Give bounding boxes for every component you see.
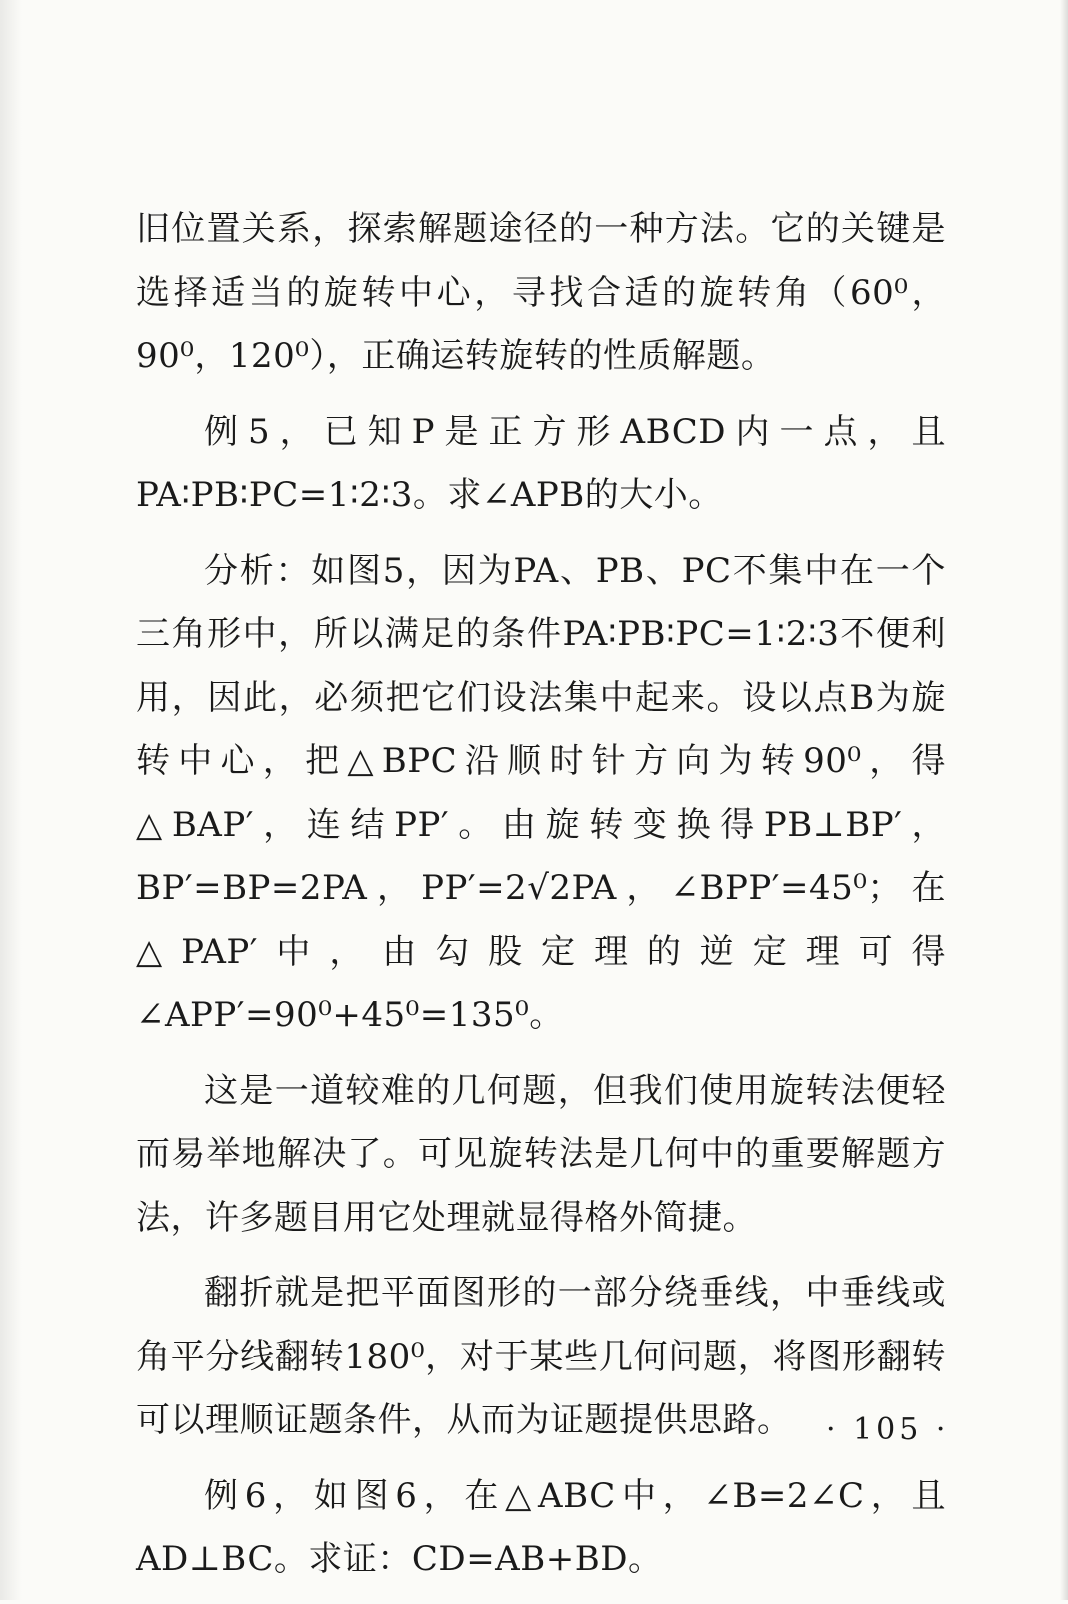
paragraph-folding-method: 翻折就是把平面图形的一部分绕垂线，中垂线或角平分线翻转180⁰，对于某些几何问题，将图形翻转可以理顺证题条件，从而为证题提供思路。 (136, 1273, 946, 1440)
paragraph-example-5: 例5，已知P是正方形ABCD内一点，且PA∶PB∶PC=1∶2∶3。求∠APB的大小。 (136, 411, 946, 515)
page-left-edge-shadow (0, 0, 22, 1600)
body-text (136, 198, 946, 1604)
page-right-edge-shadow (1060, 0, 1068, 1600)
paragraph-analysis: 分析：如图5，因为PA、PB、PC不集中在一个三角形中，所以满足的条件PA∶PB∶PC=1∶2∶3不便利用，因此，必须把它们设法集中起来。设以点B为旋转中心，把△BPC沿顺时针方向为转90⁰，得△BAP′，连结PP′。由旋转变换得PB⊥BP′，BP′=BP=2PA，PP′=2√2PA，∠BPP′=45⁰；在△PAP′中，由勾股定理的逆定理可得∠APP′=90⁰+45⁰=135⁰。 (136, 550, 946, 1035)
page-number: · 105 · (826, 1412, 950, 1447)
paragraph-rotation-summary: 这是一道较难的几何题，但我们使用旋转法便轻而易举地解决了。可见旋转法是几何中的重要解题方法，许多题目用它处理就显得格外简捷。 (136, 1070, 946, 1238)
paragraph-continuation: 旧位置关系，探索解题途径的一种方法。它的关键是选择适当的旋转中心，寻找合适的旋转角（60⁰，90⁰，120⁰），正确运转旋转的性质解题。 (136, 209, 946, 376)
paragraph-example-6: 例6，如图6，在△ABC中，∠B=2∠C，且AD⊥BC。求证：CD=AB+BD。 (136, 1475, 946, 1579)
